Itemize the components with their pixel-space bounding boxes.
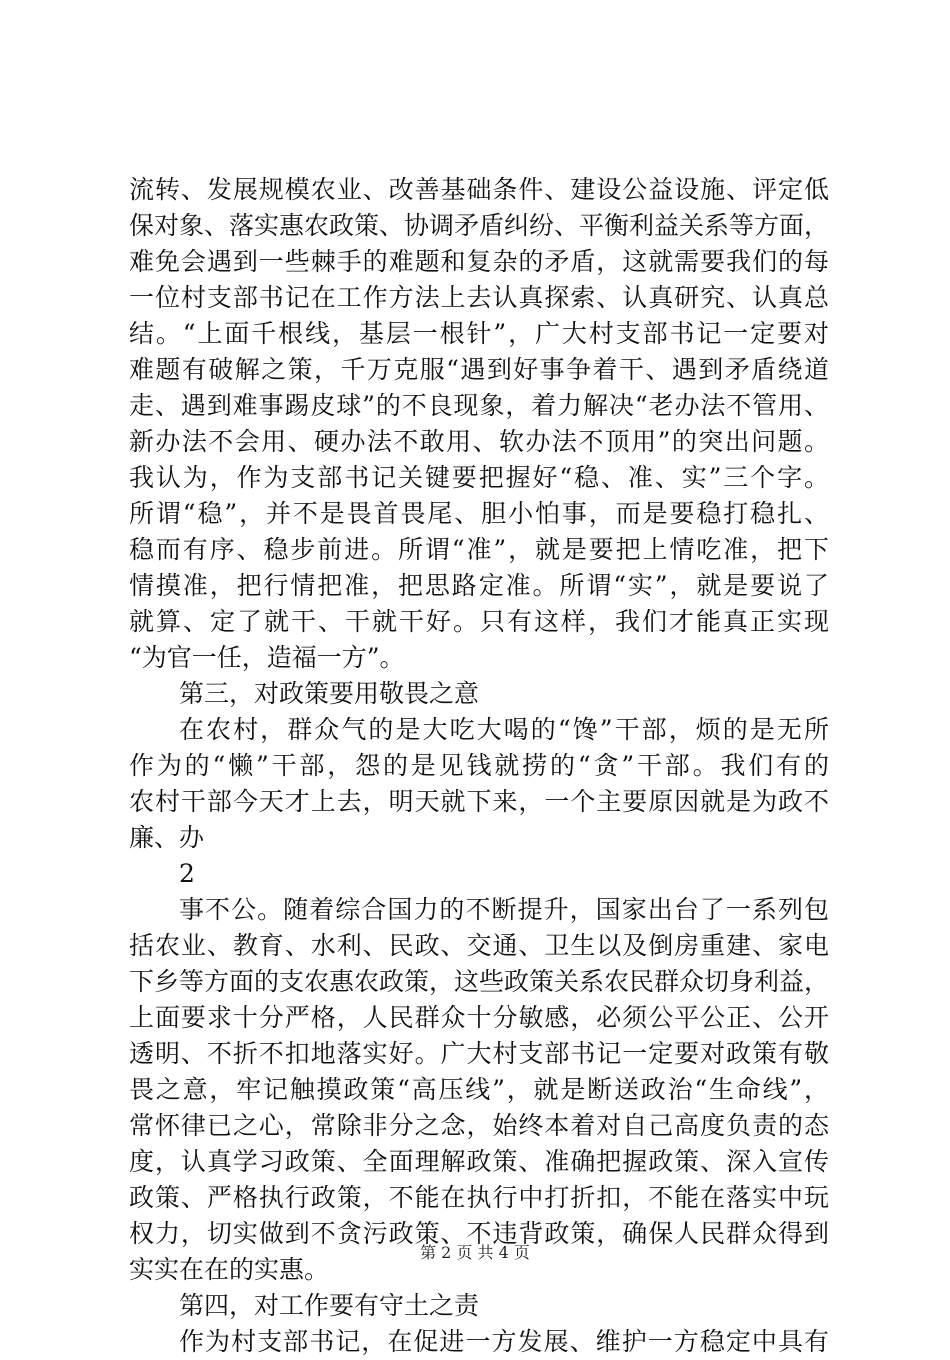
text-line: 在农村，群众气的是大吃大喝的“馋”干部，烦的是无所 [179,715,829,744]
text-line: 农村干部今天才上去，明天就下来，一个主要原因就是为政不 [129,787,829,816]
text-line: 下乡等方面的支农惠农政策，这些政策关系农民群众切身利益， [129,967,830,996]
text-line: 走、遇到难事踢皮球”的不良现象，着力解决“老办法不管用、 [129,391,829,420]
text-line: 上面要求十分严格，人民群众十分敏感，必须公平公正、公开 [129,1003,829,1032]
text-line: 第三，对政策要用敬畏之意 [179,679,480,708]
document-body [129,172,829,1360]
text-line: 权力，切实做到不贪污政策、不违背政策，确保人民群众得到 [129,1219,829,1248]
text-line: 难免会遇到一些棘手的难题和复杂的矛盾，这就需要我们的每 [129,247,829,276]
text-line: 新办法不会用、硬办法不敢用、软办法不顶用”的突出问题。 [129,427,829,456]
text-line: 流转、发展规模农业、改善基础条件、建设公益设施、评定低 [129,175,829,204]
text-line: 一位村支部书记在工作方法上去认真探索、认真研究、认真总 [129,283,829,312]
text-line: 保对象、落实惠农政策、协调矛盾纠纷、平衡利益关系等方面， [129,211,830,240]
text-line: 稳而有序、稳步前进。所谓“准”，就是要把上情吃准，把下 [129,535,829,564]
text-line: 实实在在的实惠。 [129,1255,330,1284]
text-line: 所谓“稳”，并不是畏首畏尾、胆小怕事，而是要稳打稳扎、 [129,499,829,528]
text-line: 第四，对工作要有守土之责 [179,1291,480,1320]
text-line: 就算、定了就干、干就干好。只有这样，我们才能真正实现 [129,607,829,636]
text-line: 我认为，作为支部书记关键要把握好“稳、准、实”三个字。 [129,463,829,492]
text-line: 难题有破解之策，千万克服“遇到好事争着干、遇到矛盾绕道 [129,355,829,384]
text-line: 2 [179,859,195,888]
text-line: “为官一任，造福一方”。 [129,643,405,672]
text-line: 透明、不折不扣地落实好。广大村支部书记一定要对政策有敬 [129,1039,829,1068]
text-line: 廉、办 [129,823,205,852]
text-line: 结。“上面千根线，基层一根针”，广大村支部书记一定要对 [129,319,829,348]
text-line: 情摸准，把行情把准，把思路定准。所谓“实”，就是要说了 [129,571,829,600]
page-footer: 第 2 页 共 4 页 [420,1243,530,1262]
text-line: 作为的“懒”干部，怨的是见钱就捞的“贪”干部。我们有的 [129,751,829,780]
text-line: 括农业、教育、水利、民政、交通、卫生以及倒房重建、家电 [129,931,829,960]
text-line: 政策、严格执行政策，不能在执行中打折扣，不能在落实中玩 [129,1183,829,1212]
text-line: 事不公。随着综合国力的不断提升，国家出台了一系列包 [179,895,829,924]
text-line: 常怀律已之心，常除非分之念，始终本着对自己高度负责的态 [129,1111,829,1140]
text-line: 度，认真学习政策、全面理解政策、准确把握政策、深入宣传 [129,1147,829,1176]
text-line: 畏之意，牢记触摸政策“高压线”，就是断送政治“生命线”， [129,1075,829,1104]
text-line: 作为村支部书记，在促进一方发展、维护一方稳定中具有 [179,1327,829,1356]
